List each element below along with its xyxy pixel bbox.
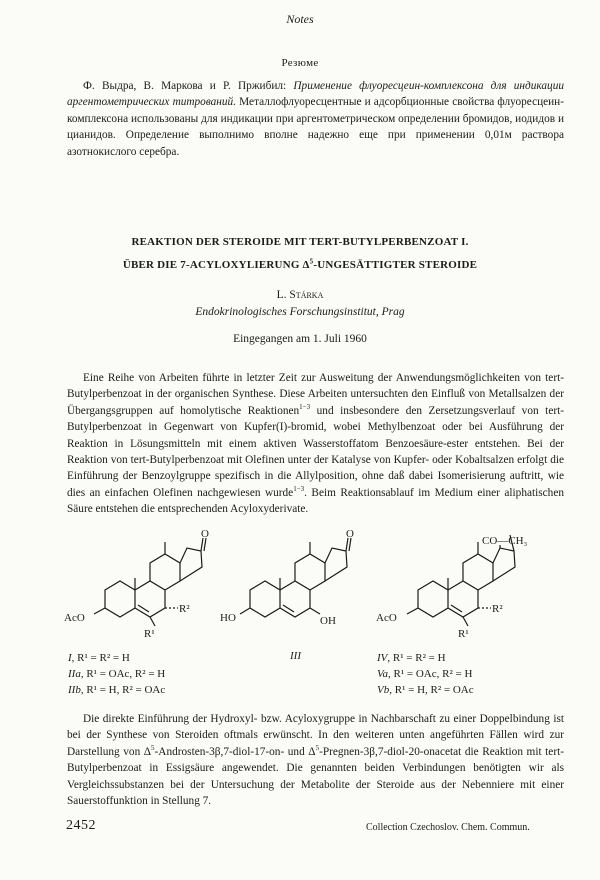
svg-text:CO—CH₃: CO—CH₃ — [482, 535, 528, 547]
svg-text:AcO: AcO — [64, 612, 85, 624]
structure-2-label: III — [290, 650, 301, 662]
svg-text:R¹: R¹ — [458, 628, 469, 640]
resume-paragraph — [67, 78, 564, 160]
svg-text:AcO: AcO — [376, 612, 397, 624]
citation: 1−3 — [299, 403, 311, 412]
article-affiliation: Endokrinologisches Forschungsinstitut, Prag — [195, 306, 405, 318]
legend-row: I, R¹ = R² = H — [68, 652, 130, 664]
svg-text:R¹: R¹ — [144, 628, 155, 640]
svg-text:OH: OH — [320, 615, 336, 627]
svg-text:HO: HO — [220, 612, 236, 624]
legend-row: Va, R¹ = OAc, R² = H — [377, 668, 473, 680]
resume-title: Применение флуоресцеин-комплексона для индикации аргентометрических титрований. — [67, 80, 564, 109]
steroid-structure-1 — [60, 520, 230, 640]
svg-text:R²: R² — [179, 603, 190, 615]
steroid-structure-3 — [370, 520, 570, 640]
article-title-line1: REAKTION DER STEROIDE MIT TERT-BUTYLPERBENZOAT I. — [131, 236, 469, 248]
page-number: 2452 — [66, 818, 96, 833]
svg-text:O: O — [346, 528, 354, 540]
body-paragraph-2: Die direkte Einführung der Hydroxyl- bzw. Acyloxygruppe in Nachbarschaft zu einer Doppelbindung ist bei der Synthese von Steroiden oftmals erwünscht. In den weiteren unten angeführten Fällen wird zur Darstellung von $\Delta^5-Androsten-3\beta,7-diol-17-on-$ und $\Delta^5-Pregnen-3\beta,7-diol-20$-onacetat die Reaktion mit tert-Butylperbenzoat in Essigsäure angewendet. Die genannten beiden Verbindungen benötigten wir als Vergleichssubstanzen bei der Untersuchung der Metabolite der Steroide aus der Nebenniere mit einer Sauerstoffunktion in Stellung 7. — [67, 713, 564, 808]
svg-text:R²: R² — [492, 603, 503, 615]
citation: 1−3 — [293, 485, 305, 494]
article-author: L. Stárka — [276, 289, 324, 301]
article-received-date: Eingegangen am 1. Juli 1960 — [233, 333, 367, 345]
structure-3-legend — [377, 650, 474, 698]
legend-row: Vb, R¹ = H, R² = OAc — [377, 684, 474, 696]
legend-row: IIb, R¹ = H, R² = OAc — [68, 684, 166, 696]
resume-authors: Ф. Выдра, В. Маркова и Р. Пржибил: — [83, 80, 287, 92]
svg-text:O: O — [201, 528, 209, 540]
resume-text: Металлофлуоресцентные и адсорбционные свойства флуоресцеин-комплексона использованы для индикации при аргентометрическом определении бромидов, иодидов и цианидов. Определение выполнимо вполне надежно еще при применении 0,01м раствора азотнокислого серебра. — [67, 96, 564, 158]
article-title-line2: ÜBER DIE 7-ACYLOXYLIERUNG $\Delta^5$-UNGESÄTTIGTER STEROIDE — [122, 257, 478, 271]
legend-row: IIa, R¹ = OAc, R² = H — [68, 668, 166, 680]
running-header: Notes — [286, 12, 314, 26]
steroid-structure-2 — [220, 520, 370, 640]
body-paragraph-1: Eine Reihe von Arbeiten führte in letzter Zeit zur Ausweitung der Anwendungsmöglichkeiten von tert-Butylperbenzoat in der organischen Synthese. Diese Arbeiten untersuchten den Einfluß von Metallsalzen der Übergangsgruppen auf homolytische Reaktionen$^{1-3}$ und insbesondere den Zersetzungsverlauf von tert-Butylperbenzoat in Gegenwart von Kupfer(I)-bromid, wobei Methylbenzoat oder bei Ausführung der Reaktion in Lösungsmitteln mit einem aktiven Wasserstoffatom Benzoesäure-ester entstehen. Bei der Reaktion von tert-Butylperbenzoat mit Olefinen unter der Katalyse von Kupfer- oder Kobaltsalzen erfolgt die Einführung der Benzoylgruppe spezifisch in die Allylposition, ohne daß dabei Isomerisierung auftritt, wie dies an einfachen Olefinen nachgewiesen wurde$^{1-3}$. Beim Reaktionsablauf im Medium einer aliphatischen Säure entstehen die entsprechenden Acyloxyderivate. — [67, 372, 564, 516]
journal-name: Collection Czechoslov. Chem. Commun. — [366, 822, 530, 833]
legend-row: IV, R¹ = R² = H — [377, 652, 446, 664]
resume-heading: Резюме — [281, 57, 319, 69]
structure-1-legend — [68, 650, 165, 698]
